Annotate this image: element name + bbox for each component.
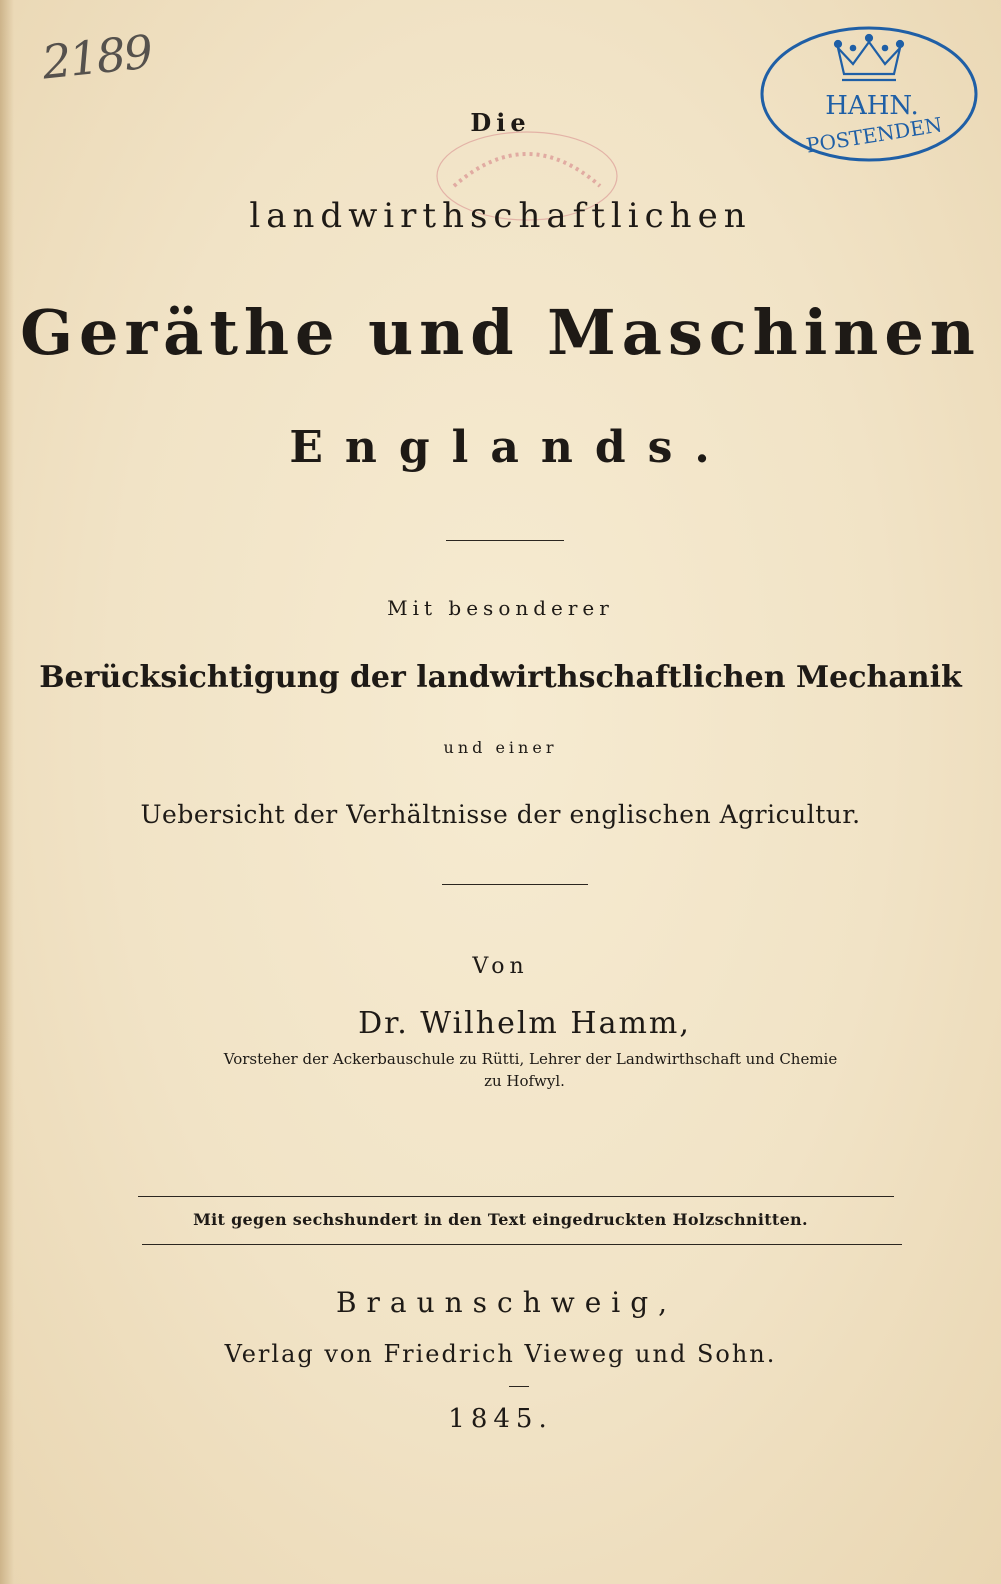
handwritten-shelf-mark: 2189	[39, 24, 154, 90]
ownership-stamp	[758, 24, 980, 164]
rule-lower	[142, 1244, 902, 1245]
title-englands: Englands.	[289, 422, 732, 473]
divider-short-1	[446, 540, 564, 541]
crown-icon	[835, 35, 903, 80]
imprint-publisher: Verlag von Friedrich Vieweg und Sohn.	[224, 1340, 777, 1368]
title-main: Geräthe und Maschinen	[20, 296, 981, 369]
stamp-text-line2: POSTENDEN	[804, 112, 944, 158]
divider-tiny	[509, 1386, 529, 1387]
illustrations-note: Mit gegen sechshundert in den Text eingedruckten Holzschnitten.	[193, 1210, 808, 1229]
author-von: Von	[472, 954, 529, 979]
author-role-line2: zu Hofwyl.	[484, 1072, 565, 1090]
author-role-line1: Vorsteher der Ackerbauschule zu Rütti, Lehrer der Landwirthschaft und Chemie	[223, 1050, 838, 1068]
title-line-landwirthschaftlichen: landwirthschaftlichen	[249, 196, 752, 236]
subtitle-beruecksichtigung: Berücksichtigung der landwirthschaftlichen Mechanik	[39, 660, 962, 695]
rule-upper	[138, 1196, 894, 1197]
title-line-die: Die	[470, 108, 531, 137]
author-name: Dr. Wilhelm Hamm,	[358, 1006, 691, 1041]
subtitle-und-einer: und einer	[443, 738, 558, 757]
divider-short-2	[442, 884, 588, 885]
stamp-text-line1: HAHN.	[825, 91, 919, 121]
subtitle-mit-besonderer: Mit besonderer	[387, 596, 614, 620]
imprint-year: 1845.	[448, 1404, 553, 1434]
imprint-city: Braunschweig,	[335, 1286, 678, 1319]
subtitle-uebersicht: Uebersicht der Verhältnisse der englischen Agricultur.	[140, 800, 861, 829]
